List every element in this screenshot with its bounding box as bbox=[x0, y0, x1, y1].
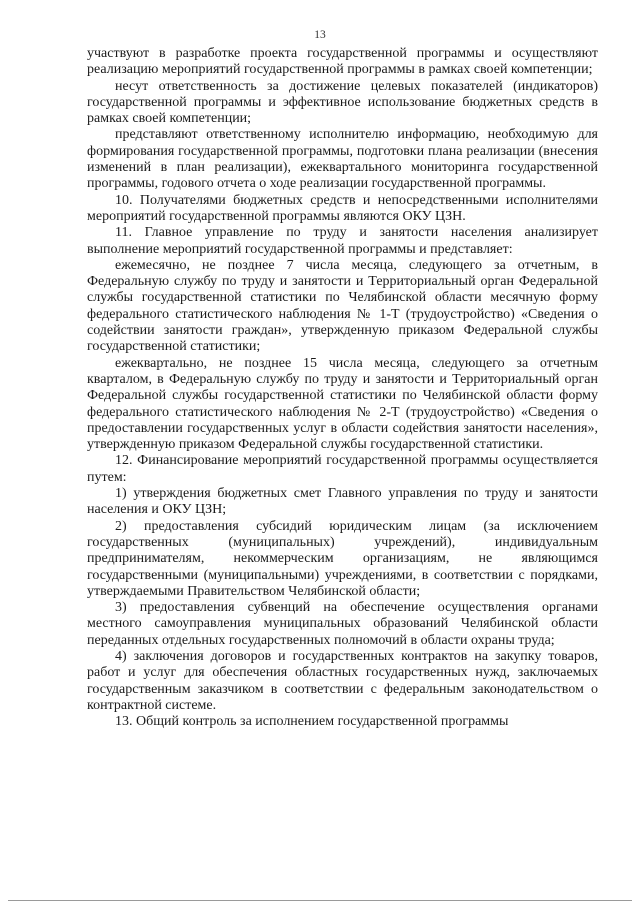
document-body bbox=[87, 46, 598, 730]
page-number: 13 bbox=[314, 29, 326, 41]
paragraph-item-12: 12. Финансирование мероприятий государственной программы осуществляется путем: bbox=[87, 453, 598, 485]
paragraph-funding-2: 2) предоставления субсидий юридическим лицам (за исключением государственных (муниципальных) учреждений), индивидуальным предпринимателям, некоммерческим организациям, не являющимся государственными (муниципальными) учреждениями, в соответствии с порядками, утверждаемыми Правительством Челябинской области; bbox=[87, 518, 598, 599]
paragraph-funding-3: 3) предоставления субвенций на обеспечение осуществления органами местного самоуправления муниципальных образований Челябинской области переданных отдельных государственных полномочий в области охраны труда; bbox=[87, 600, 598, 648]
paragraph-item-13: 13. Общий контроль за исполнением государственной программы bbox=[115, 714, 509, 730]
paragraph-item-10: 10. Получателями бюджетных средств и непосредственными исполнителями мероприятий государственной программы являются ОКУ ЦЗН. bbox=[87, 192, 598, 224]
paragraph-monthly: ежемесячно, не позднее 7 числа месяца, следующего за отчетным, в Федеральную службу по труду и занятости и Территориальный орган Федеральной службы государственной статистики по Челябинской области месячную форму федерального статистического наблюдения № 1-Т (трудоустройство) «Сведения о содействии занятости граждан», утвержденную приказом Федеральной службы государственной статистики; bbox=[87, 257, 598, 355]
paragraph-funding-4: 4) заключения договоров и государственных контрактов на закупку товаров, работ и услуг для обеспечения областных государственных нужд, заключаемых государственным заказчиком в соответствии с федеральным законодательством о контрактной системе. bbox=[87, 648, 598, 713]
paragraph-participate: участвуют в разработке проекта государственной программы и осуществляют реализацию мероприятий государственной программы в рамках своей компетенции; bbox=[87, 46, 598, 78]
paragraph-quarterly: ежеквартально, не позднее 15 числа месяца, следующего за отчетным кварталом, в Федеральную службу по труду и занятости и Территориальный орган Федеральной службы государственной статистики по Челябинской области форму федерального статистического наблюдения № 2-Т (трудоустройство) «Сведения о предоставлении государственных услуг в области содействия занятости населения», утвержденную приказом Федеральной службы государственной статистики. bbox=[87, 355, 598, 453]
paragraph-responsibility: несут ответственность за достижение целевых показателей (индикаторов) государственной программы и эффективное использование бюджетных средств в рамках своей компетенции; bbox=[87, 78, 598, 127]
paragraph-funding-1: 1) утверждения бюджетных смет Главного управления по труду и занятости населения и ОКУ ЦЗН; bbox=[87, 486, 598, 518]
paragraph-reporting: представляют ответственному исполнителю информацию, необходимую для формирования государственной программы, подготовки плана реализации (внесения изменений в план реализации), ежеквартального мониторинга государственной программы, годового отчета о ходе реализации государственной программы. bbox=[87, 127, 598, 192]
paragraph-item-11: 11. Главное управление по труду и занятости населения анализирует выполнение мероприятий государственной программы и представляет: bbox=[87, 225, 598, 257]
scan-bottom-edge bbox=[8, 900, 632, 901]
